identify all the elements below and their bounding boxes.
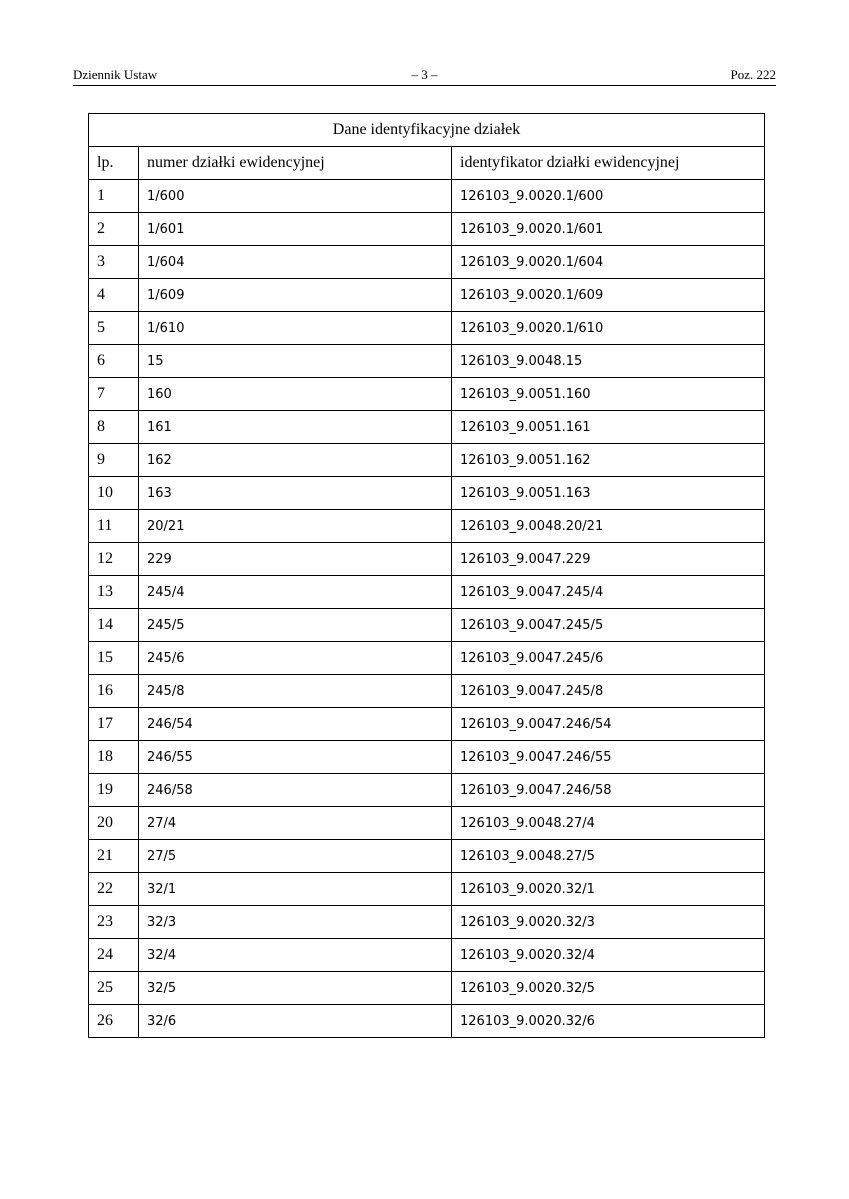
row-lp: 17: [89, 708, 139, 741]
row-lp: 22: [89, 873, 139, 906]
row-parcel-identifier: 126103_9.0051.163: [452, 477, 765, 510]
row-parcel-number: 246/55: [139, 741, 452, 774]
row-parcel-identifier: 126103_9.0020.32/6: [452, 1005, 765, 1038]
row-parcel-identifier: 126103_9.0020.1/600: [452, 180, 765, 213]
row-parcel-identifier: 126103_9.0048.27/4: [452, 807, 765, 840]
row-lp: 15: [89, 642, 139, 675]
table-row: [89, 543, 765, 576]
table-row: [89, 906, 765, 939]
row-parcel-identifier: 126103_9.0020.32/1: [452, 873, 765, 906]
row-lp: 16: [89, 675, 139, 708]
row-parcel-number: 15: [139, 345, 452, 378]
table-row: [89, 510, 765, 543]
table-row: [89, 708, 765, 741]
table-row: [89, 180, 765, 213]
row-parcel-identifier: 126103_9.0020.32/4: [452, 939, 765, 972]
row-parcel-number: 1/609: [139, 279, 452, 312]
row-lp: 26: [89, 1005, 139, 1038]
table-row: [89, 807, 765, 840]
row-parcel-number: 1/600: [139, 180, 452, 213]
table-row: [89, 609, 765, 642]
column-header-lp: lp.: [89, 147, 139, 180]
page-number: – 3 –: [411, 67, 438, 82]
row-lp: 3: [89, 246, 139, 279]
journal-name: Dziennik Ustaw: [73, 67, 158, 82]
row-lp: 6: [89, 345, 139, 378]
table-row: [89, 312, 765, 345]
row-parcel-number: 32/6: [139, 1005, 452, 1038]
row-lp: 12: [89, 543, 139, 576]
table-row: [89, 246, 765, 279]
table-row: [89, 972, 765, 1005]
row-parcel-number: 163: [139, 477, 452, 510]
column-header-parcel-identifier: identyfikator działki ewidencyjnej: [452, 147, 765, 180]
row-parcel-number: 246/58: [139, 774, 452, 807]
row-parcel-identifier: 126103_9.0047.246/54: [452, 708, 765, 741]
row-lp: 4: [89, 279, 139, 312]
table-title: Dane identyfikacyjne działek: [89, 114, 765, 147]
column-header-parcel-number: numer działki ewidencyjnej: [139, 147, 452, 180]
table-title-row: [89, 114, 765, 147]
row-parcel-number: 32/4: [139, 939, 452, 972]
row-lp: 14: [89, 609, 139, 642]
row-parcel-number: 27/5: [139, 840, 452, 873]
table-row: [89, 477, 765, 510]
table-row: [89, 411, 765, 444]
table-row: [89, 774, 765, 807]
row-parcel-number: 245/5: [139, 609, 452, 642]
row-parcel-number: 160: [139, 378, 452, 411]
row-parcel-number: 245/6: [139, 642, 452, 675]
table-row: [89, 279, 765, 312]
row-lp: 10: [89, 477, 139, 510]
table-row: [89, 1005, 765, 1038]
row-lp: 9: [89, 444, 139, 477]
parcel-table: [88, 113, 765, 1038]
position-number: Poz. 222: [730, 67, 776, 82]
row-parcel-number: 32/1: [139, 873, 452, 906]
row-parcel-identifier: 126103_9.0051.160: [452, 378, 765, 411]
table-row: [89, 675, 765, 708]
row-parcel-number: 161: [139, 411, 452, 444]
row-lp: 2: [89, 213, 139, 246]
row-parcel-number: 32/3: [139, 906, 452, 939]
row-lp: 5: [89, 312, 139, 345]
row-lp: 23: [89, 906, 139, 939]
row-lp: 1: [89, 180, 139, 213]
table-row: [89, 939, 765, 972]
table-row: [89, 840, 765, 873]
row-parcel-identifier: 126103_9.0048.15: [452, 345, 765, 378]
row-parcel-number: 229: [139, 543, 452, 576]
row-parcel-identifier: 126103_9.0020.1/604: [452, 246, 765, 279]
row-parcel-identifier: 126103_9.0020.1/601: [452, 213, 765, 246]
row-lp: 20: [89, 807, 139, 840]
row-parcel-number: 1/610: [139, 312, 452, 345]
table-row: [89, 378, 765, 411]
row-parcel-number: 246/54: [139, 708, 452, 741]
row-lp: 25: [89, 972, 139, 1005]
row-lp: 21: [89, 840, 139, 873]
row-lp: 13: [89, 576, 139, 609]
row-parcel-number: 245/4: [139, 576, 452, 609]
row-parcel-identifier: 126103_9.0020.32/3: [452, 906, 765, 939]
row-parcel-identifier: 126103_9.0048.20/21: [452, 510, 765, 543]
table-row: [89, 642, 765, 675]
row-parcel-identifier: 126103_9.0020.1/609: [452, 279, 765, 312]
row-lp: 19: [89, 774, 139, 807]
table-row: [89, 741, 765, 774]
table-row: [89, 576, 765, 609]
row-parcel-number: 20/21: [139, 510, 452, 543]
table-row: [89, 213, 765, 246]
row-lp: 24: [89, 939, 139, 972]
row-parcel-identifier: 126103_9.0047.229: [452, 543, 765, 576]
table-body: [89, 180, 765, 1038]
table-row: [89, 873, 765, 906]
row-parcel-number: 162: [139, 444, 452, 477]
row-parcel-identifier: 126103_9.0047.245/5: [452, 609, 765, 642]
row-lp: 8: [89, 411, 139, 444]
table-row: [89, 345, 765, 378]
row-parcel-identifier: 126103_9.0051.161: [452, 411, 765, 444]
row-parcel-number: 1/601: [139, 213, 452, 246]
row-lp: 18: [89, 741, 139, 774]
row-parcel-identifier: 126103_9.0047.245/8: [452, 675, 765, 708]
row-parcel-number: 27/4: [139, 807, 452, 840]
row-lp: 7: [89, 378, 139, 411]
table-header-row: [89, 147, 765, 180]
row-lp: 11: [89, 510, 139, 543]
table-row: [89, 444, 765, 477]
row-parcel-identifier: 126103_9.0020.1/610: [452, 312, 765, 345]
row-parcel-identifier: 126103_9.0051.162: [452, 444, 765, 477]
row-parcel-identifier: 126103_9.0047.245/4: [452, 576, 765, 609]
row-parcel-number: 245/8: [139, 675, 452, 708]
row-parcel-identifier: 126103_9.0047.246/58: [452, 774, 765, 807]
row-parcel-identifier: 126103_9.0048.27/5: [452, 840, 765, 873]
row-parcel-identifier: 126103_9.0020.32/5: [452, 972, 765, 1005]
row-parcel-identifier: 126103_9.0047.246/55: [452, 741, 765, 774]
row-parcel-number: 1/604: [139, 246, 452, 279]
row-parcel-number: 32/5: [139, 972, 452, 1005]
row-parcel-identifier: 126103_9.0047.245/6: [452, 642, 765, 675]
page-header: [73, 64, 776, 86]
